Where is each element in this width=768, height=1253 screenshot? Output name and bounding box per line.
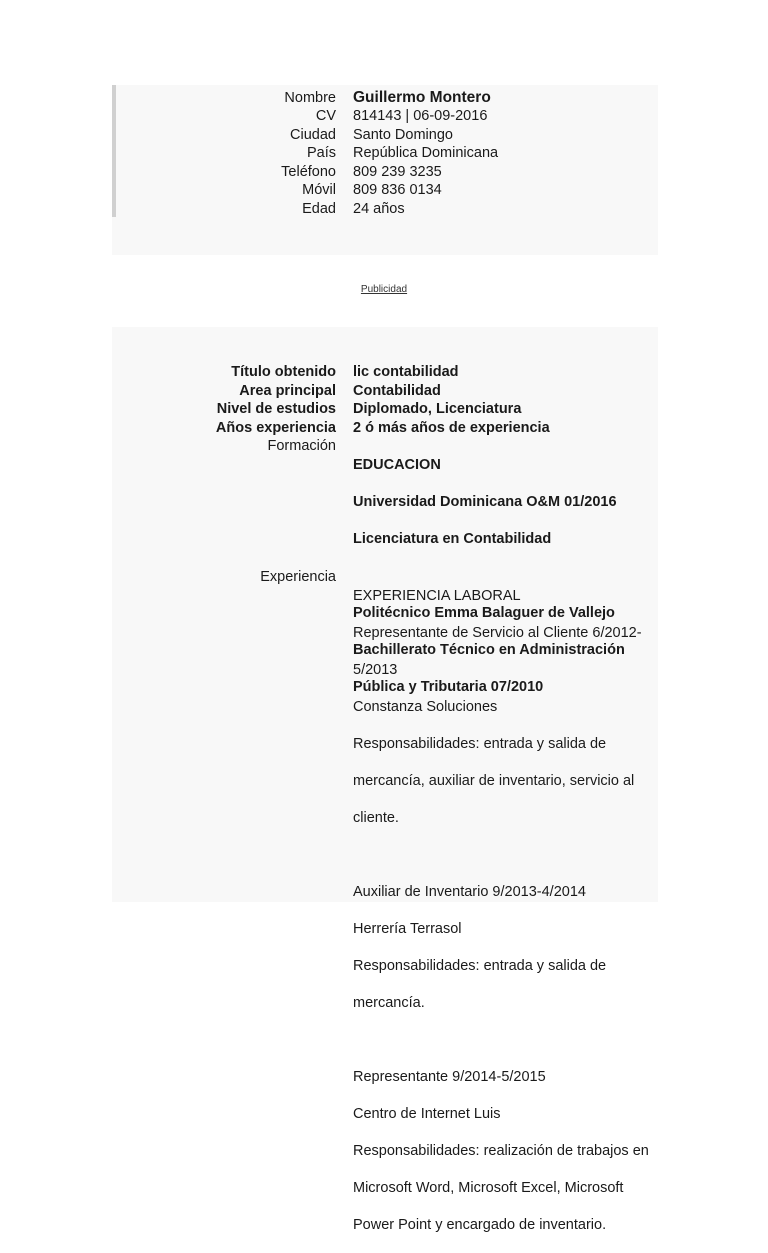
value-nombre: Guillermo Montero [353,89,491,106]
panel-accent-bar [112,85,116,217]
experiencia-line: Representante de Servicio al Cliente 6/2012- [353,624,642,641]
experiencia-line: Herrería Terrasol [353,920,462,937]
experiencia-line: mercancía, auxiliar de inventario, servicio al [353,772,635,789]
experiencia-line: cliente. [353,809,399,826]
value-ciudad: Santo Domingo [353,127,453,143]
experiencia-line: Auxiliar de Inventario 9/2013-4/2014 [353,883,586,900]
label-experiencia: Experiencia [260,569,336,585]
experiencia-line: Power Point y encargado de inventario. [353,1216,607,1233]
label-edad: Edad [302,201,336,217]
formacion-line: Licenciatura en Contabilidad [353,530,552,547]
experiencia-line: Microsoft Word, Microsoft Excel, Microsoft [353,1179,624,1196]
formacion-line: EDUCACION [353,456,441,473]
experiencia-line: Responsabilidades: entrada y salida de [353,735,607,752]
value-movil: 809 836 0134 [353,182,442,198]
label-titulo: Título obtenido [231,364,336,380]
experiencia-line: EXPERIENCIA LABORAL [353,587,521,604]
value-telefono: 809 239 3235 [353,164,442,180]
value-nivel: Diplomado, Licenciatura [353,401,522,417]
formacion-line: Pública y Tributaria 07/2010 [353,678,544,695]
experiencia-line: Representante 9/2014-5/2015 [353,1068,546,1085]
value-pais: República Dominicana [353,145,499,161]
label-anios: Años experiencia [215,420,336,436]
personal-info-panel [112,85,658,255]
label-area: Area principal [239,383,336,399]
formacion-line: Politécnico Emma Balaguer de Vallejo [353,604,615,621]
formacion-line: Bachillerato Técnico en Administración [353,641,625,658]
experiencia-line: Constanza Soluciones [353,698,498,715]
profile-panel [112,327,658,1233]
value-area: Contabilidad [353,383,441,399]
experiencia-line: Centro de Internet Luis [353,1105,501,1122]
experiencia-line: Responsabilidades: entrada y salida de [353,957,607,974]
value-experiencia [353,568,653,1253]
experiencia-gap [353,846,653,865]
formacion-line: Universidad Dominicana O&M 01/2016 [353,493,617,510]
experiencia-line: 5/2013 [353,661,398,678]
label-ciudad: Ciudad [290,127,336,143]
label-formacion: Formación [267,438,336,454]
label-nombre: Nombre [284,90,336,106]
label-telefono: Teléfono [281,164,336,180]
experiencia-gap [353,1031,653,1050]
label-pais: País [306,145,336,161]
value-edad: 24 años [353,201,405,217]
label-cv: CV [315,108,336,124]
value-anios: 2 ó más años de experiencia [353,420,550,436]
label-nivel: Nivel de estudios [216,401,336,417]
value-titulo: lic contabilidad [353,364,459,380]
label-movil: Móvil [302,182,336,198]
experiencia-line: mercancía. [353,994,425,1011]
experiencia-line: Responsabilidades: realización de trabajos en [353,1142,649,1159]
value-cv: 814143 | 06-09-2016 [353,108,488,124]
advertising-label[interactable]: Publicidad [360,284,408,295]
